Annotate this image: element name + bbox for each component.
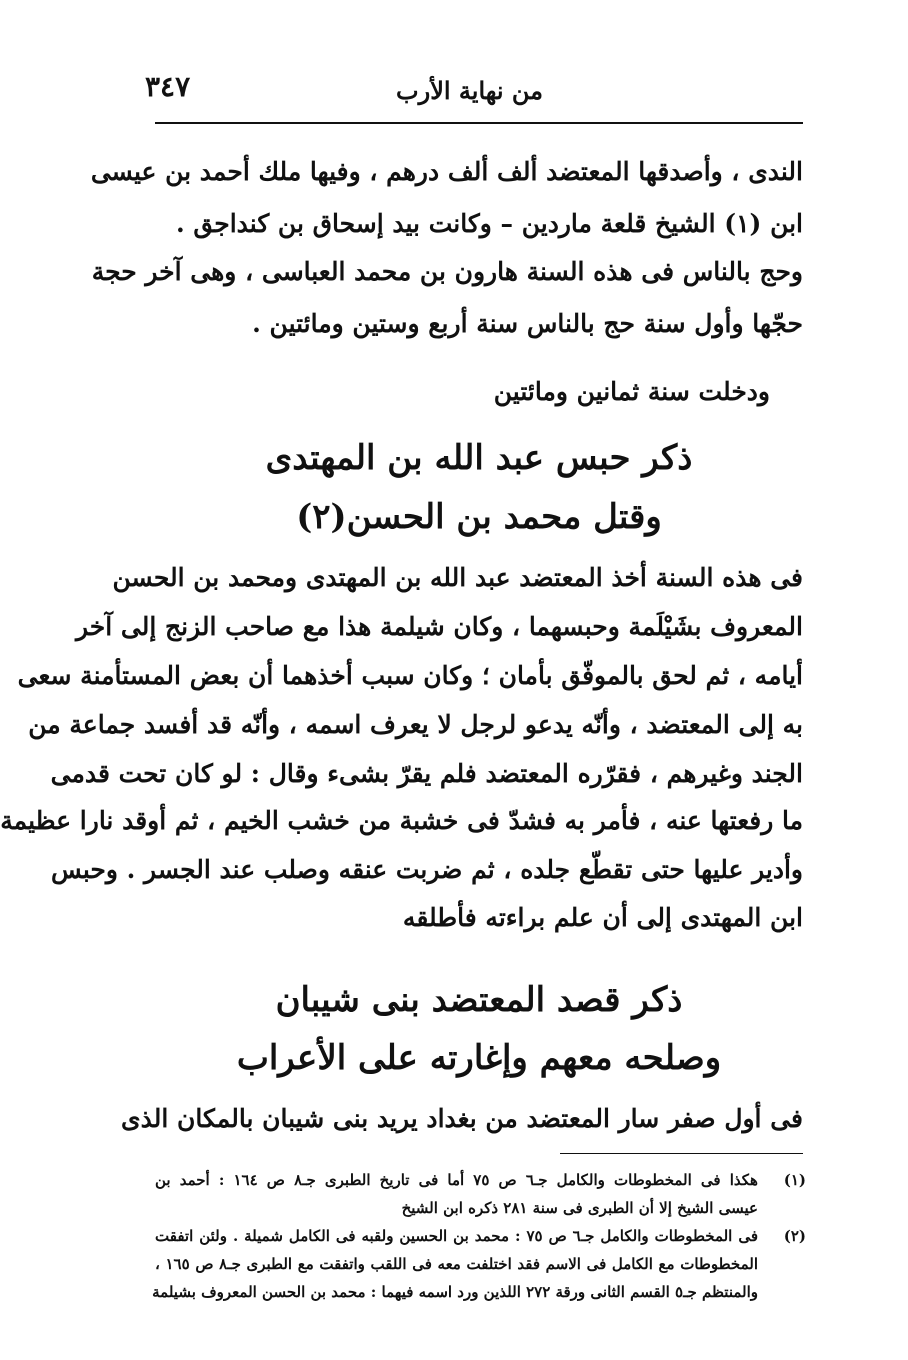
section-2-heading-1: ذكر قصد المعتضد بنى شيبان <box>275 980 683 1020</box>
section-1-line-1: فى هذه السنة أخذ المعتضد عبد الله بن المهتدى ومحمد بن الحسن <box>112 563 803 592</box>
header-rule <box>155 122 803 124</box>
section-1-line-8: ابن المهتدى إلى أن علم براءته فأطلقه <box>402 903 803 932</box>
section-1-line-3: أيامه ، ثم لحق بالموفّق بأمان ؛ وكان سبب أخذهما أن بعض المستأمنة سعى <box>17 661 803 690</box>
section-1-line-5: الجند وغيرهم ، فقرّره المعتضد فلم يقرّ بشىء وقال : لو كان تحت قدمى <box>50 759 803 788</box>
year-heading: ودخلت سنة ثمانين ومائتين <box>493 377 770 406</box>
section-1-line-4: به إلى المعتضد ، وأنّه يدعو لرجل لا يعرف اسمه ، وأنّه قد أفسد جماعة من <box>28 710 803 739</box>
section-2-line-1: فى أول صفر سار المعتضد من بغداد يريد بنى شيبان بالمكان الذى <box>121 1104 803 1133</box>
footnote-2-line-2: المخطوطات مع الكامل فى الاسم فقد اختلفت معه فى اللقب واتفقت مع الطبرى جـ٨ ص ١٦٥ ، <box>155 1255 758 1273</box>
footnote-2-marker: (٢) <box>783 1227 806 1245</box>
page-number: ٣٤٧ <box>145 70 191 103</box>
footnote-1-line-1: هكذا فى المخطوطات والكامل جـ٦ ص ٧٥ أما فى تاريخ الطبرى جـ٨ ص ١٦٤ : أحمد بن <box>155 1171 758 1189</box>
paragraph-1-line-2: ابن (١) الشيخ قلعة ماردين – وكانت بيد إسحاق بن كنداجق . <box>176 209 803 238</box>
section-1-line-2: المعروف بشَيْلَمة وحبسهما ، وكان شيلمة هذا مع صاحب الزنج إلى آخر <box>76 612 803 641</box>
footnote-1-line-2: عيسى الشيخ إلا أن الطبرى فى سنة ٢٨١ ذكره ابن الشيخ <box>401 1199 758 1217</box>
section-2-heading-2: وصلحه معهم وإغارته على الأعراب <box>236 1038 722 1078</box>
section-1-heading-1: ذكر حبس عبد الله بن المهتدى <box>265 438 693 478</box>
paragraph-2-line-2: حجّها وأول سنة حج بالناس سنة أربع وستين ومائتين . <box>252 309 803 338</box>
section-1-heading-2: وقتل محمد بن الحسن(٢) <box>296 497 662 537</box>
section-1-line-6: ما رفعتها عنه ، فأمر به فشدّ فى خشبة من خشب الخيم ، ثم أوقد نارا عظيمة <box>0 806 803 835</box>
footnote-rule <box>560 1153 803 1154</box>
footnote-2-line-3: والمنتظم جـ٥ القسم الثانى ورقة ٢٧٢ اللذين ورد اسمه فيهما : محمد بن الحسن المعروف بشيلمة <box>152 1283 758 1301</box>
section-1-line-7: وأدير عليها حتى تقطّع جلده ، ثم ضربت عنقه وصلب عند الجسر . وحبس <box>51 855 803 884</box>
paragraph-2-line-1: وحج بالناس فى هذه السنة هارون بن محمد العباسى ، وهى آخر حجة <box>91 257 803 286</box>
footnote-1-marker: (١) <box>783 1171 806 1189</box>
paragraph-1-line-1: الندى ، وأصدقها المعتضد ألف ألف درهم ، وفيها ملك أحمد بن عيسى <box>90 157 803 186</box>
running-title: من نهاية الأرب <box>396 76 543 105</box>
footnote-2-line-1: فى المخطوطات والكامل جـ٦ ص ٧٥ : محمد بن الحسين ولقبه فى الكامل شميلة . ولئن اتفقت <box>155 1227 758 1245</box>
